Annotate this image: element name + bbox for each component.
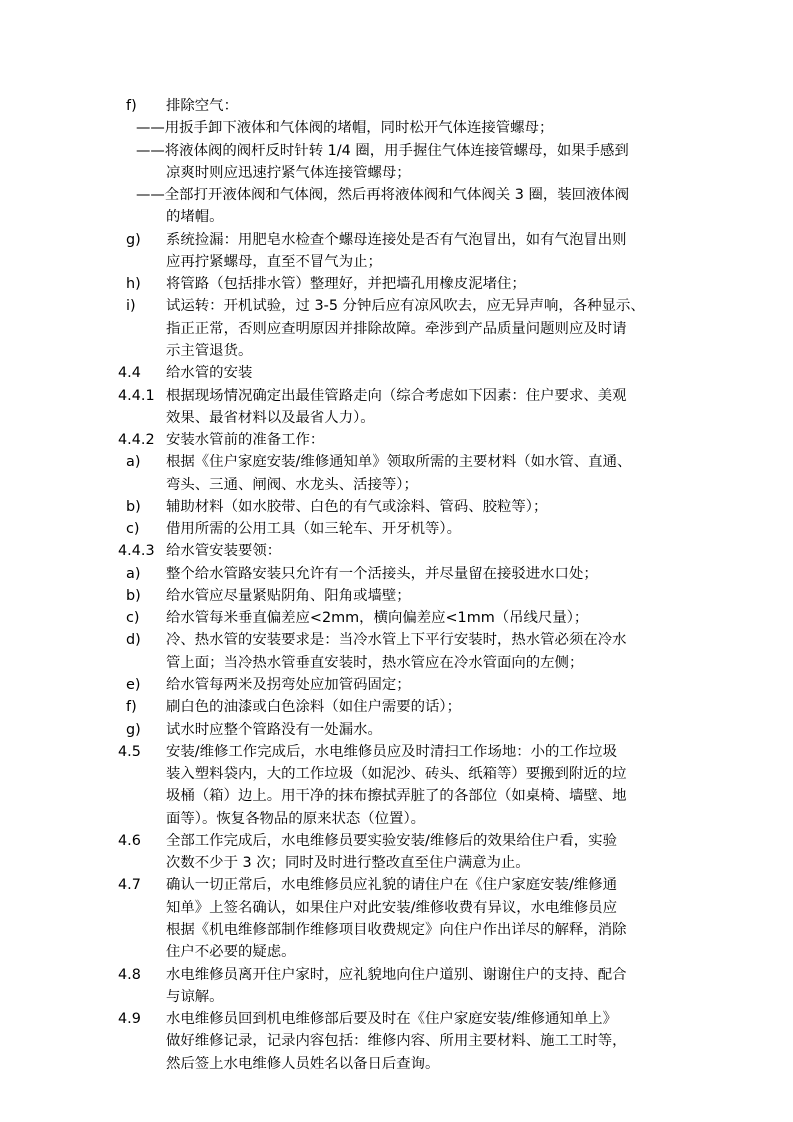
- line-text: 次数不少于 3 次；同时及时进行整改直至住户满意为止。: [166, 855, 530, 872]
- document-line: [0, 362, 793, 384]
- line-text: 给水管应尽量紧贴阴角、阳角或墙壁；: [166, 587, 411, 604]
- line-text: 住户不必要的疑虑。: [166, 944, 296, 961]
- line-text: 的堵帽。: [166, 209, 224, 226]
- line-text: ——全部打开液体阀和气体阀，然后再将液体阀和气体阀关 3 圈，装回液体阀: [136, 187, 630, 204]
- document-line: [0, 206, 793, 228]
- document-line: [0, 763, 793, 785]
- line-label: f): [126, 98, 137, 114]
- line-label: b): [126, 587, 141, 604]
- line-label: c): [126, 521, 140, 538]
- line-label: 4.6: [118, 832, 141, 849]
- document-line: [0, 852, 793, 874]
- line-text: 应再拧紧螺母，直至不冒气为止；: [166, 253, 382, 270]
- document-line: [0, 451, 793, 473]
- line-text: 刷白色的油漆或白色涂料（如住户需要的话）；: [166, 699, 462, 716]
- line-text: 将管路（包括排水管）整理好，并把墙孔用橡皮泥堵住；: [166, 276, 526, 293]
- document-line: [0, 540, 793, 562]
- document-line: [0, 385, 793, 407]
- document-line: [0, 95, 793, 117]
- line-label: 4.4.2: [118, 432, 155, 449]
- line-label: a): [126, 454, 141, 471]
- line-label: d): [126, 632, 141, 649]
- document-line: [0, 785, 793, 807]
- document-line: [0, 229, 793, 251]
- document-line: [0, 117, 793, 139]
- line-text: 弯头、三通、闸阀、水龙头、活接等）；: [166, 476, 418, 493]
- document-line: [0, 184, 793, 206]
- document-line: [0, 964, 793, 986]
- line-text: 给水管每米垂直偏差应<2mm，横向偏差应<1mm（吊线尺量）；: [166, 610, 589, 627]
- line-text: 安装水管前的准备工作：: [166, 432, 325, 449]
- document-line: [0, 674, 793, 696]
- line-text: 示主管退货。: [166, 342, 253, 359]
- document-line: [0, 407, 793, 429]
- document-line: [0, 874, 793, 896]
- line-text: 指正正常，否则应查明原因并排除故障。牵涉到产品质量问题则应及时请: [166, 320, 627, 337]
- line-label: 4.9: [118, 1011, 141, 1028]
- line-text: 装入塑料袋内，大的工作垃圾（如泥沙、砖头、纸箱等）要搬到附近的垃: [166, 766, 627, 783]
- document-line: [0, 629, 793, 651]
- line-text: 冷、热水管的安装要求是：当冷水管上下平行安装时，热水管必须在冷水: [166, 632, 627, 649]
- line-text: 凉爽时则应迅速拧紧气体连接管螺母；: [166, 164, 411, 181]
- line-text: 借用所需的公用工具（如三轮车、开牙机等）。: [166, 521, 462, 538]
- line-text: 与谅解。: [166, 988, 224, 1005]
- line-label: e): [126, 677, 141, 694]
- document-line: [0, 607, 793, 629]
- document-line: [0, 652, 793, 674]
- line-text: 给水管安装要领：: [166, 543, 282, 560]
- document-line: [0, 273, 793, 295]
- line-text: 水电维修员离开住户家时，应礼貌地向住户道别、谢谢住户的支持、配合: [166, 966, 627, 983]
- line-label: c): [126, 610, 140, 627]
- line-label: b): [126, 498, 141, 515]
- line-label: h): [126, 276, 141, 293]
- document-line: [0, 741, 793, 763]
- line-text: 试水时应整个管路没有一处漏水。: [166, 721, 382, 738]
- line-text: 效果、最省材料以及最省人力）。: [166, 409, 375, 426]
- document-line: [0, 295, 793, 317]
- line-text: 全部工作完成后，水电维修员要实验安装/维修后的效果给住户看，实验: [166, 832, 617, 849]
- line-text: 圾桶（箱）边上。用干净的抹布擦拭弄脏了的各部位（如桌椅、墙壁、地: [166, 788, 627, 805]
- document-line: [0, 808, 793, 830]
- document-line: [0, 563, 793, 585]
- line-text: 试运转：开机试验，过 3-5 分钟后应有凉风吹去，应无异声响，各种显示、: [166, 298, 645, 315]
- document-line: [0, 518, 793, 540]
- line-label: 4.4.1: [118, 387, 155, 404]
- line-label: i): [126, 298, 136, 315]
- document-line: [0, 1008, 793, 1030]
- document-line: [0, 897, 793, 919]
- document-line: [0, 474, 793, 496]
- document-line: [0, 986, 793, 1008]
- line-text: ——用扳手卸下液体和气体阀的堵帽，同时松开气体连接管螺母；: [136, 120, 554, 137]
- line-text: 辅助材料（如水胶带、白色的有气或涂料、管码、胶粒等）；: [166, 498, 548, 515]
- line-text: ——将液体阀的阀杆反时针转 1/4 圈，用手握住气体连接管螺母，如果手感到: [136, 142, 629, 159]
- line-text: 安装/维修工作完成后，水电维修员应及时清扫工作场地：小的工作垃圾: [166, 743, 617, 760]
- line-text: 根据《机电维修部制作维修项目收费规定》向住户作出详尽的解释，消除: [166, 921, 627, 938]
- line-label: g): [126, 231, 141, 248]
- document-line: [0, 140, 793, 162]
- document-line: [0, 496, 793, 518]
- document-line: [0, 941, 793, 963]
- document-line: [0, 1053, 793, 1075]
- line-text: 根据《住户家庭安装/维修通知单》领取所需的主要材料（如水管、直通、: [166, 454, 632, 471]
- document-line: [0, 719, 793, 741]
- line-text: 知单》上签名确认，如果住户对此安装/维修收费有异议，水电维修员应: [166, 899, 617, 916]
- line-label: g): [126, 721, 141, 738]
- document-line: [0, 919, 793, 941]
- document-line: [0, 251, 793, 273]
- line-text: 整个给水管路安装只允许有一个活接头，并尽量留在接驳进水口处；: [166, 565, 598, 582]
- document-line: [0, 429, 793, 451]
- line-text: 水电维修员回到机电维修部后要及时在《住户家庭安装/维修通知单上》: [166, 1011, 617, 1028]
- document-line: [0, 340, 793, 362]
- line-label: f): [126, 699, 137, 716]
- line-text: 根据现场情况确定出最佳管路走向（综合考虑如下因素：住户要求、美观: [166, 387, 627, 404]
- line-text: 面等）。恢复各物品的原来状态（位置）。: [166, 810, 426, 827]
- document-line: [0, 830, 793, 852]
- line-label: 4.8: [118, 966, 141, 983]
- line-text: 管上面；当冷热水管垂直安装时，热水管应在冷水管面向的左侧；: [166, 654, 584, 671]
- document-line: [0, 1030, 793, 1052]
- line-label: 4.4.3: [118, 543, 155, 560]
- line-text: 排除空气：: [166, 98, 238, 114]
- line-text: 系统捡漏：用肥皂水检查个螺母连接处是否有气泡冒出，如有气泡冒出则: [166, 231, 627, 248]
- document-line: [0, 696, 793, 718]
- document-line: [0, 162, 793, 184]
- line-text: 给水管每两米及拐弯处应加管码固定；: [166, 677, 411, 694]
- line-text: 做好维修记录，记录内容包括：维修内容、所用主要材料、施工工时等，: [166, 1033, 627, 1050]
- line-text: 然后签上水电维修人员姓名以备日后查询。: [166, 1055, 440, 1072]
- line-text: 给水管的安装: [166, 365, 253, 382]
- line-label: 4.4: [118, 365, 141, 382]
- line-label: 4.5: [118, 743, 141, 760]
- line-label: 4.7: [118, 877, 141, 894]
- document-line: [0, 585, 793, 607]
- document-line: [0, 318, 793, 340]
- line-text: 确认一切正常后，水电维修员应礼貌的请住户在《住户家庭安装/维修通: [166, 877, 617, 894]
- line-label: a): [126, 565, 141, 582]
